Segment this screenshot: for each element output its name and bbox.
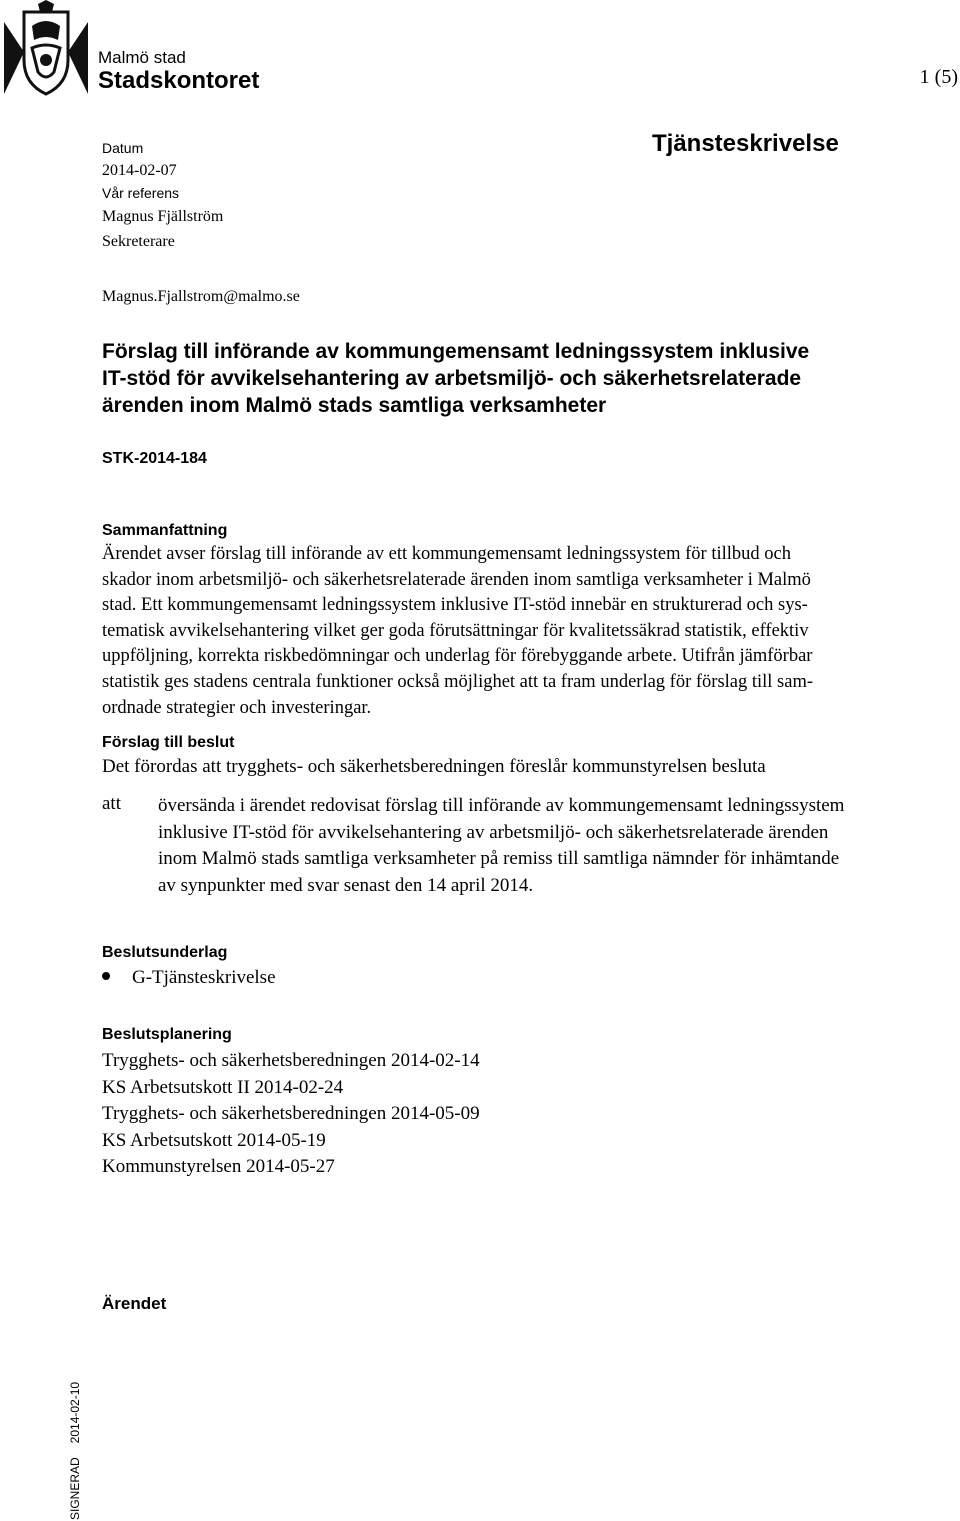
summary-line: uppföljning, korrekta riskbedömningar och underlag för förebyggande arbete. Utifrån jämförbar bbox=[102, 646, 813, 667]
department-name: Stadskontoret bbox=[98, 67, 260, 94]
reference-email: Magnus.Fjallstrom@malmo.se bbox=[102, 288, 300, 305]
decision-planning-list bbox=[102, 1048, 480, 1181]
planning-item: KS Arbetsutskott II 2014-02-24 bbox=[102, 1076, 344, 1098]
signed-date: 2014-02-10 bbox=[68, 1381, 82, 1444]
signed-label: SIGNERAD bbox=[68, 1457, 82, 1520]
matter-heading: Ärendet bbox=[102, 1294, 167, 1313]
decision-basis-heading: Beslutsunderlag bbox=[102, 944, 228, 961]
decision-planning-heading: Beslutsplanering bbox=[102, 1026, 232, 1043]
summary-heading: Sammanfattning bbox=[102, 522, 228, 539]
document-type: Tjänsteskrivelse bbox=[652, 130, 839, 157]
planning-item: Kommunstyrelsen 2014-05-27 bbox=[102, 1156, 335, 1177]
date-value: 2014-02-07 bbox=[102, 162, 177, 179]
proposal-line: inom Malmö stads samtliga verksamheter på remiss till samtliga nämnder för inhämtande bbox=[158, 848, 840, 869]
proposal-line: översända i ärendet redovisat förslag till införande av kommungemensamt ledningssystem bbox=[158, 795, 845, 816]
planning-item: Trygghets- och säkerhetsberedningen 2014-05-09 bbox=[102, 1103, 480, 1124]
summary-line: statistik ges stadens centrala funktioner också möjlighet att ta fram underlag för förslag till sam- bbox=[102, 671, 814, 692]
summary-line: stad. Ett kommungemensamt ledningssystem inklusive IT-stöd innebär en strukturerad och sys- bbox=[102, 595, 808, 616]
case-number: STK-2014-184 bbox=[102, 450, 207, 467]
malmo-coat-of-arms-icon bbox=[2, 0, 90, 96]
signed-stamp bbox=[68, 1368, 88, 1520]
summary-line: Ärendet avser förslag till införande av ett kommungemensamt ledningssystem för tillbud och bbox=[102, 544, 791, 564]
reference-label: Vår referens bbox=[102, 185, 180, 201]
reference-role: Sekreterare bbox=[102, 233, 175, 250]
proposal-heading: Förslag till beslut bbox=[102, 734, 235, 751]
summary-text bbox=[102, 542, 960, 721]
proposal-intro: Det förordas att trygghets- och säkerhetsberedningen föreslår kommunstyrelsen besluta bbox=[102, 756, 766, 777]
proposal-text bbox=[158, 793, 958, 899]
title-line: ärenden inom Malmö stads samtliga verksamheter bbox=[102, 394, 607, 417]
organization-name: Malmö stad bbox=[98, 48, 186, 67]
decision-basis-label: G-Tjänsteskrivelse bbox=[132, 967, 276, 988]
att-label: att bbox=[102, 793, 121, 814]
date-label: Datum bbox=[102, 140, 144, 156]
proposal-line: av synpunkter med svar senast den 14 april 2014. bbox=[158, 874, 534, 896]
title-line: Förslag till införande av kommungemensamt ledningssystem inklusive bbox=[102, 340, 810, 363]
bullet-icon bbox=[102, 972, 110, 980]
page-number: 1 (5) bbox=[919, 66, 958, 88]
planning-item: KS Arbetsutskott 2014-05-19 bbox=[102, 1129, 326, 1151]
summary-line: tematisk avvikelsehantering vilket ger goda förutsättningar för kvalitetssäkrad statistik, effektiv bbox=[102, 620, 809, 641]
summary-section bbox=[102, 522, 960, 721]
summary-line: ordnade strategier och investeringar. bbox=[102, 697, 372, 718]
document-title bbox=[102, 338, 922, 419]
title-line: IT-stöd för avvikelsehantering av arbetsmiljö- och säkerhetsrelaterade bbox=[102, 367, 802, 390]
summary-line: skador inom arbetsmiljö- och säkerhetsrelaterade ärenden inom samtliga verksamheter i Malmö bbox=[102, 569, 811, 590]
reference-name: Magnus Fjällström bbox=[102, 208, 224, 225]
planning-item: Trygghets- och säkerhetsberedningen 2014-02-14 bbox=[102, 1050, 480, 1071]
decision-basis-item bbox=[102, 967, 276, 989]
proposal-line: inklusive IT-stöd för avvikelsehantering av arbetsmiljö- och säkerhetsrelaterade ärenden bbox=[158, 821, 829, 843]
